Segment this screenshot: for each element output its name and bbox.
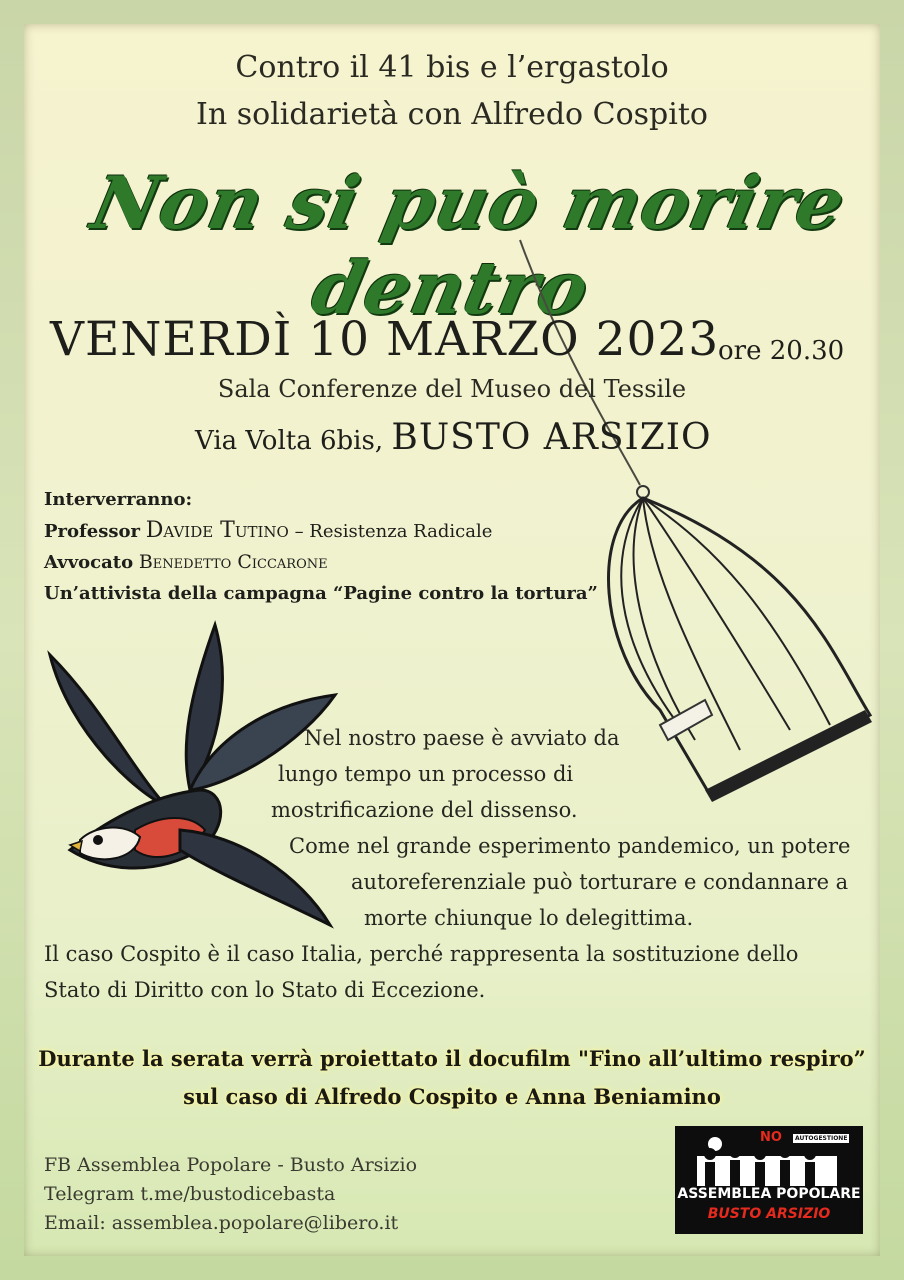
body-line-7: Il caso Cospito è il caso Italia, perché rappresenta la sostituzione dello: [44, 942, 799, 966]
event-street: Via Volta 6bis,: [195, 426, 384, 456]
screening-intro: Durante la serata verrà proiettato il docufilm: [38, 1046, 578, 1071]
screening-line-1: [0, 1046, 904, 1071]
event-city: BUSTO ARSIZIO: [391, 417, 712, 458]
assemblea-popolare-logo: [675, 1126, 863, 1234]
body-line-6: morte chiunque lo delegittima.: [364, 906, 694, 930]
speakers-list: [44, 484, 598, 609]
logo-text-2: BUSTO ARSIZIO: [707, 1206, 831, 1222]
contact-email: Email: assemblea.popolare@libero.it: [44, 1212, 399, 1234]
event-venue: Sala Conferenze del Museo del Tessile: [217, 375, 687, 403]
contact-telegram: Telegram t.me/bustodicebasta: [44, 1183, 336, 1205]
screening-line-2: sul caso di Alfredo Cospito e Anna Beniamino: [183, 1084, 721, 1109]
body-line-3: mostrificazione del dissenso.: [271, 798, 578, 822]
event-date: VENERDÌ 10 MARZO 2023: [50, 312, 720, 367]
logo-text-1: ASSEMBLEA POPOLARE: [677, 1186, 861, 1202]
logo-autogestione: AUTOGESTIONE: [795, 1135, 848, 1142]
body-line-2: lungo tempo un processo di: [278, 762, 574, 786]
event-time: ore 20.30: [718, 336, 845, 366]
logo-no-sign: NO: [760, 1130, 782, 1145]
speaker-2-name: Benedetto Ciccarone: [138, 551, 328, 573]
speaker-3: Un’attivista della campagna “Pagine contro la tortura”: [44, 583, 598, 604]
speaker-1-role: Professor: [44, 521, 140, 542]
contacts: [44, 1151, 417, 1238]
body-line-4: Come nel grande esperimento pandemico, un potere: [289, 834, 851, 858]
speakers-heading: Interverranno:: [44, 489, 193, 510]
speaker-2-role: Avvocato: [44, 552, 134, 573]
header-line-2: In solidarietà con Alfredo Cospito: [196, 97, 708, 132]
event-address: [195, 417, 712, 458]
speaker-2: [44, 547, 598, 578]
body-line-8: Stato di Diritto con lo Stato di Eccezione.: [44, 978, 486, 1002]
screening-film-title: "Fino all’ultimo respiro”: [577, 1046, 866, 1071]
speaker-1-name: Davide Tutino: [145, 518, 289, 543]
speaker-1-org: – Resistenza Radicale: [294, 521, 493, 542]
body-line-1: Nel nostro paese è avviato da: [304, 726, 620, 750]
body-line-5: autoreferenziale può torturare e condannare a: [351, 870, 849, 894]
poster-title: Non si può morire dentro: [84, 160, 854, 330]
contact-facebook: FB Assemblea Popolare - Busto Arsizio: [44, 1154, 418, 1176]
header-line-1: Contro il 41 bis e l’ergastolo: [235, 50, 669, 85]
speaker-1: [44, 515, 598, 547]
